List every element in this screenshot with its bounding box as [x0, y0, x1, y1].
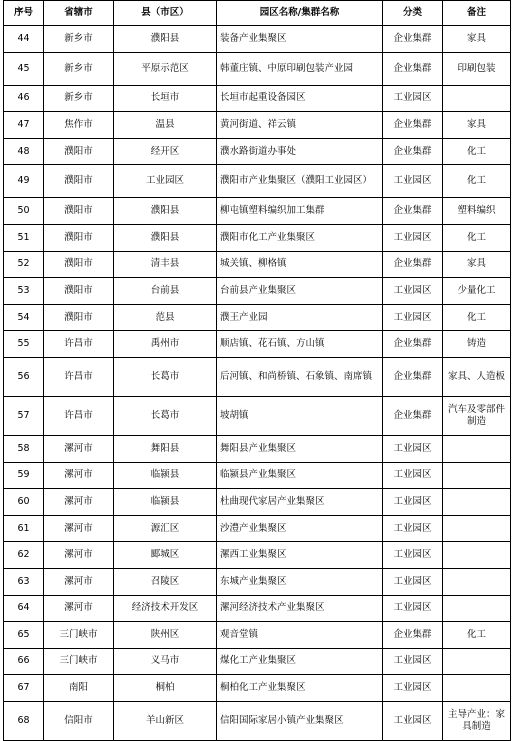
table-row [4, 489, 511, 516]
cell-category: 工业园区 [383, 462, 443, 489]
cell-county: 长垣市 [114, 85, 217, 112]
cell-park-name: 柳屯镇塑料编织加工集群 [217, 198, 383, 225]
table-row [4, 224, 511, 251]
cell-county: 义马市 [114, 648, 217, 675]
cell-category: 工业园区 [383, 278, 443, 305]
cell-category: 企业集群 [383, 331, 443, 358]
cell-park-name: 台前县产业集聚区 [217, 278, 383, 305]
cell-county: 羊山新区 [114, 701, 217, 740]
table-row [4, 462, 511, 489]
cell-remark: 家具 [443, 112, 511, 139]
cell-county: 桐柏 [114, 675, 217, 702]
cell-category: 工业园区 [383, 595, 443, 622]
cell-index: 59 [4, 462, 44, 489]
cell-index: 55 [4, 331, 44, 358]
cell-remark: 化工 [443, 622, 511, 649]
cell-remark [443, 675, 511, 702]
cell-city: 濮阳市 [44, 198, 114, 225]
cell-index: 63 [4, 568, 44, 595]
cell-category: 工业园区 [383, 568, 443, 595]
cell-county: 源汇区 [114, 515, 217, 542]
cell-remark: 化工 [443, 165, 511, 198]
cell-city: 漯河市 [44, 489, 114, 516]
table-row [4, 701, 511, 740]
header-park-name: 园区名称/集群名称 [217, 1, 383, 26]
cell-remark [443, 489, 511, 516]
cell-county: 舞阳县 [114, 435, 217, 462]
cell-category: 工业园区 [383, 701, 443, 740]
cell-park-name: 装备产业集聚区 [217, 26, 383, 53]
cell-city: 漯河市 [44, 515, 114, 542]
cell-index: 51 [4, 224, 44, 251]
cell-park-name: 临颍县产业集聚区 [217, 462, 383, 489]
table-row [4, 278, 511, 305]
cell-county: 平原示范区 [114, 52, 217, 85]
table-row [4, 515, 511, 542]
cell-park-name: 城关镇、柳格镇 [217, 251, 383, 278]
table-row [4, 112, 511, 139]
cell-remark [443, 648, 511, 675]
cell-index: 53 [4, 278, 44, 305]
cell-county: 召陵区 [114, 568, 217, 595]
cell-city: 漯河市 [44, 595, 114, 622]
cell-park-name: 观音堂镇 [217, 622, 383, 649]
cell-category: 企业集群 [383, 26, 443, 53]
cell-county: 经开区 [114, 138, 217, 165]
cell-city: 漯河市 [44, 435, 114, 462]
cell-city: 濮阳市 [44, 278, 114, 305]
cell-park-name: 东城产业集聚区 [217, 568, 383, 595]
cell-index: 65 [4, 622, 44, 649]
table-body [4, 26, 511, 741]
cell-category: 工业园区 [383, 435, 443, 462]
cell-index: 47 [4, 112, 44, 139]
cell-county: 长葛市 [114, 396, 217, 435]
cell-city: 濮阳市 [44, 304, 114, 331]
cell-remark [443, 515, 511, 542]
cell-park-name: 顺店镇、花石镇、方山镇 [217, 331, 383, 358]
cell-remark: 印刷包装 [443, 52, 511, 85]
cell-county: 经济技术开发区 [114, 595, 217, 622]
cell-county: 范县 [114, 304, 217, 331]
table-row [4, 396, 511, 435]
cell-park-name: 后河镇、和尚桥镇、石象镇、南席镇 [217, 357, 383, 396]
cell-city: 漯河市 [44, 462, 114, 489]
cell-city: 许昌市 [44, 357, 114, 396]
table-row [4, 357, 511, 396]
cell-county: 长葛市 [114, 357, 217, 396]
cell-city: 焦作市 [44, 112, 114, 139]
cell-city: 濮阳市 [44, 224, 114, 251]
cell-park-name: 沙澧产业集聚区 [217, 515, 383, 542]
cell-park-name: 漯西工业集聚区 [217, 542, 383, 569]
cell-city: 南阳 [44, 675, 114, 702]
cell-remark: 塑料编织 [443, 198, 511, 225]
cell-park-name: 舞阳县产业集聚区 [217, 435, 383, 462]
header-index: 序号 [4, 1, 44, 26]
header-city: 省辖市 [44, 1, 114, 26]
table-row [4, 331, 511, 358]
industrial-park-table [3, 0, 511, 741]
cell-remark: 少量化工 [443, 278, 511, 305]
cell-category: 企业集群 [383, 357, 443, 396]
cell-index: 60 [4, 489, 44, 516]
cell-city: 濮阳市 [44, 138, 114, 165]
cell-city: 濮阳市 [44, 165, 114, 198]
table-row [4, 568, 511, 595]
cell-park-name: 信阳国际家居小镇产业集聚区 [217, 701, 383, 740]
cell-park-name: 漯河经济技术产业集聚区 [217, 595, 383, 622]
cell-county: 温县 [114, 112, 217, 139]
cell-category: 企业集群 [383, 622, 443, 649]
cell-remark [443, 568, 511, 595]
cell-category: 工业园区 [383, 675, 443, 702]
cell-category: 工业园区 [383, 515, 443, 542]
cell-remark: 铸造 [443, 331, 511, 358]
cell-county: 濮阳县 [114, 224, 217, 251]
cell-city: 信阳市 [44, 701, 114, 740]
cell-park-name: 濮阳市化工产业集聚区 [217, 224, 383, 251]
cell-category: 工业园区 [383, 489, 443, 516]
cell-remark: 汽车及零部件制造 [443, 396, 511, 435]
cell-remark: 化工 [443, 224, 511, 251]
table-row [4, 304, 511, 331]
cell-park-name: 濮阳市产业集聚区（濮阳工业园区） [217, 165, 383, 198]
table-row [4, 52, 511, 85]
table-row [4, 648, 511, 675]
cell-index: 49 [4, 165, 44, 198]
cell-park-name: 杜曲现代家居产业集聚区 [217, 489, 383, 516]
cell-category: 工业园区 [383, 542, 443, 569]
cell-remark: 主导产业：家具制造 [443, 701, 511, 740]
table-row [4, 26, 511, 53]
cell-county: 濮阳县 [114, 26, 217, 53]
table-row [4, 138, 511, 165]
cell-county: 临颍县 [114, 462, 217, 489]
table-row [4, 435, 511, 462]
cell-category: 工业园区 [383, 85, 443, 112]
cell-city: 漯河市 [44, 568, 114, 595]
cell-category: 企业集群 [383, 251, 443, 278]
cell-county: 临颍县 [114, 489, 217, 516]
cell-index: 67 [4, 675, 44, 702]
cell-index: 52 [4, 251, 44, 278]
cell-index: 56 [4, 357, 44, 396]
cell-park-name: 濮水路街道办事处 [217, 138, 383, 165]
cell-remark [443, 462, 511, 489]
cell-index: 68 [4, 701, 44, 740]
cell-city: 许昌市 [44, 396, 114, 435]
table-row [4, 198, 511, 225]
cell-index: 54 [4, 304, 44, 331]
cell-county: 郾城区 [114, 542, 217, 569]
cell-park-name: 长垣市起重设备园区 [217, 85, 383, 112]
cell-category: 工业园区 [383, 648, 443, 675]
cell-county: 濮阳县 [114, 198, 217, 225]
cell-city: 三门峡市 [44, 648, 114, 675]
cell-park-name: 坡胡镇 [217, 396, 383, 435]
cell-city: 濮阳市 [44, 251, 114, 278]
cell-county: 禹州市 [114, 331, 217, 358]
cell-remark: 化工 [443, 138, 511, 165]
cell-index: 64 [4, 595, 44, 622]
cell-county: 工业园区 [114, 165, 217, 198]
cell-city: 新乡市 [44, 26, 114, 53]
cell-category: 企业集群 [383, 52, 443, 85]
header-remark: 备注 [443, 1, 511, 26]
cell-category: 工业园区 [383, 224, 443, 251]
cell-remark [443, 435, 511, 462]
cell-category: 企业集群 [383, 138, 443, 165]
header-county: 县（市区） [114, 1, 217, 26]
cell-park-name: 黄河街道、祥云镇 [217, 112, 383, 139]
table-row [4, 595, 511, 622]
cell-category: 企业集群 [383, 396, 443, 435]
cell-remark [443, 542, 511, 569]
cell-category: 工业园区 [383, 304, 443, 331]
cell-remark [443, 85, 511, 112]
cell-category: 工业园区 [383, 165, 443, 198]
cell-index: 66 [4, 648, 44, 675]
cell-park-name: 濮王产业园 [217, 304, 383, 331]
cell-category: 企业集群 [383, 198, 443, 225]
cell-index: 46 [4, 85, 44, 112]
cell-remark: 家具 [443, 251, 511, 278]
cell-remark [443, 595, 511, 622]
cell-county: 台前县 [114, 278, 217, 305]
cell-park-name: 煤化工产业集聚区 [217, 648, 383, 675]
cell-index: 62 [4, 542, 44, 569]
cell-city: 三门峡市 [44, 622, 114, 649]
header-category: 分类 [383, 1, 443, 26]
cell-index: 44 [4, 26, 44, 53]
cell-city: 漯河市 [44, 542, 114, 569]
cell-category: 企业集群 [383, 112, 443, 139]
cell-index: 50 [4, 198, 44, 225]
cell-city: 新乡市 [44, 52, 114, 85]
table-row [4, 85, 511, 112]
cell-index: 45 [4, 52, 44, 85]
cell-index: 58 [4, 435, 44, 462]
cell-county: 陕州区 [114, 622, 217, 649]
cell-remark: 家具 [443, 26, 511, 53]
cell-city: 许昌市 [44, 331, 114, 358]
cell-city: 新乡市 [44, 85, 114, 112]
cell-remark: 家具、人造板 [443, 357, 511, 396]
header-row [4, 1, 511, 26]
cell-index: 57 [4, 396, 44, 435]
cell-park-name: 桐柏化工产业集聚区 [217, 675, 383, 702]
table-row [4, 622, 511, 649]
cell-index: 48 [4, 138, 44, 165]
table-row [4, 165, 511, 198]
table-row [4, 251, 511, 278]
cell-park-name: 韩董庄镇、中原印刷包装产业园 [217, 52, 383, 85]
cell-remark: 化工 [443, 304, 511, 331]
cell-index: 61 [4, 515, 44, 542]
table-row [4, 675, 511, 702]
table-row [4, 542, 511, 569]
cell-county: 清丰县 [114, 251, 217, 278]
